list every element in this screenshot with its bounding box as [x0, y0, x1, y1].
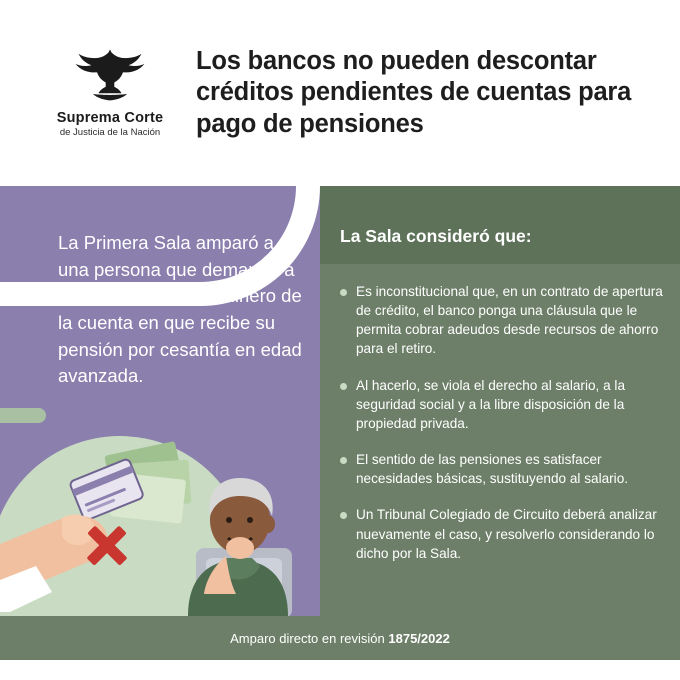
eagle-emblem-icon — [67, 48, 153, 104]
list-item-text: Un Tribunal Colegiado de Circuito deberá analizar nuevamente el caso, y resolverlo considerando lo dicho por la Sala. — [356, 507, 657, 561]
right-panel-title: La Sala consideró que: — [340, 226, 532, 246]
footer-bar — [0, 616, 680, 660]
right-considerations-panel — [320, 186, 680, 616]
logo-subtitle: de Justicia de la Nación — [59, 127, 161, 138]
case-label: Amparo directo en revisión — [230, 630, 389, 646]
bullet-dot-icon — [340, 289, 347, 296]
list-item-text: Es inconstitucional que, en un contrato de apertura de crédito, el banco ponga una cláusula que le permita cobrar adeudos desde recursos de ahorro para el retiro. — [356, 284, 663, 357]
page-title: Los bancos no pueden descontar créditos pendientes de cuentas para pago de pensiones — [196, 47, 632, 138]
footer — [0, 616, 680, 680]
bullet-dot-icon — [340, 457, 347, 464]
bullet-dot-icon — [340, 383, 347, 390]
list-item — [340, 505, 666, 562]
list-item-text: El sentido de las pensiones es satisfacer necesidades básicas, sustituyendo al salario. — [356, 452, 629, 487]
logo-title: Suprema Corte — [56, 110, 164, 126]
list-item-text: Al hacerlo, se viola el derecho al salario, a la seguridad social y a la libre disposición de la propiedad privada. — [356, 377, 626, 431]
list-item — [340, 282, 666, 359]
list-item — [340, 376, 666, 433]
list-item — [340, 450, 666, 488]
illustration — [0, 416, 320, 616]
bullet-list — [340, 282, 666, 580]
summary-text: La Primera Sala amparó a una persona que demandó a un banco por retirar dinero de la cuenta en que recibe su pensión por cesantía en edad avanzada. — [58, 232, 302, 387]
institution-logo — [0, 48, 196, 138]
case-number: 1875/2022 — [388, 630, 450, 646]
header — [0, 0, 680, 186]
left-summary-panel — [0, 186, 320, 616]
illustration-graphic — [0, 416, 320, 616]
case-reference — [230, 631, 450, 646]
bullet-dot-icon — [340, 512, 347, 519]
right-title-strip — [320, 186, 680, 264]
